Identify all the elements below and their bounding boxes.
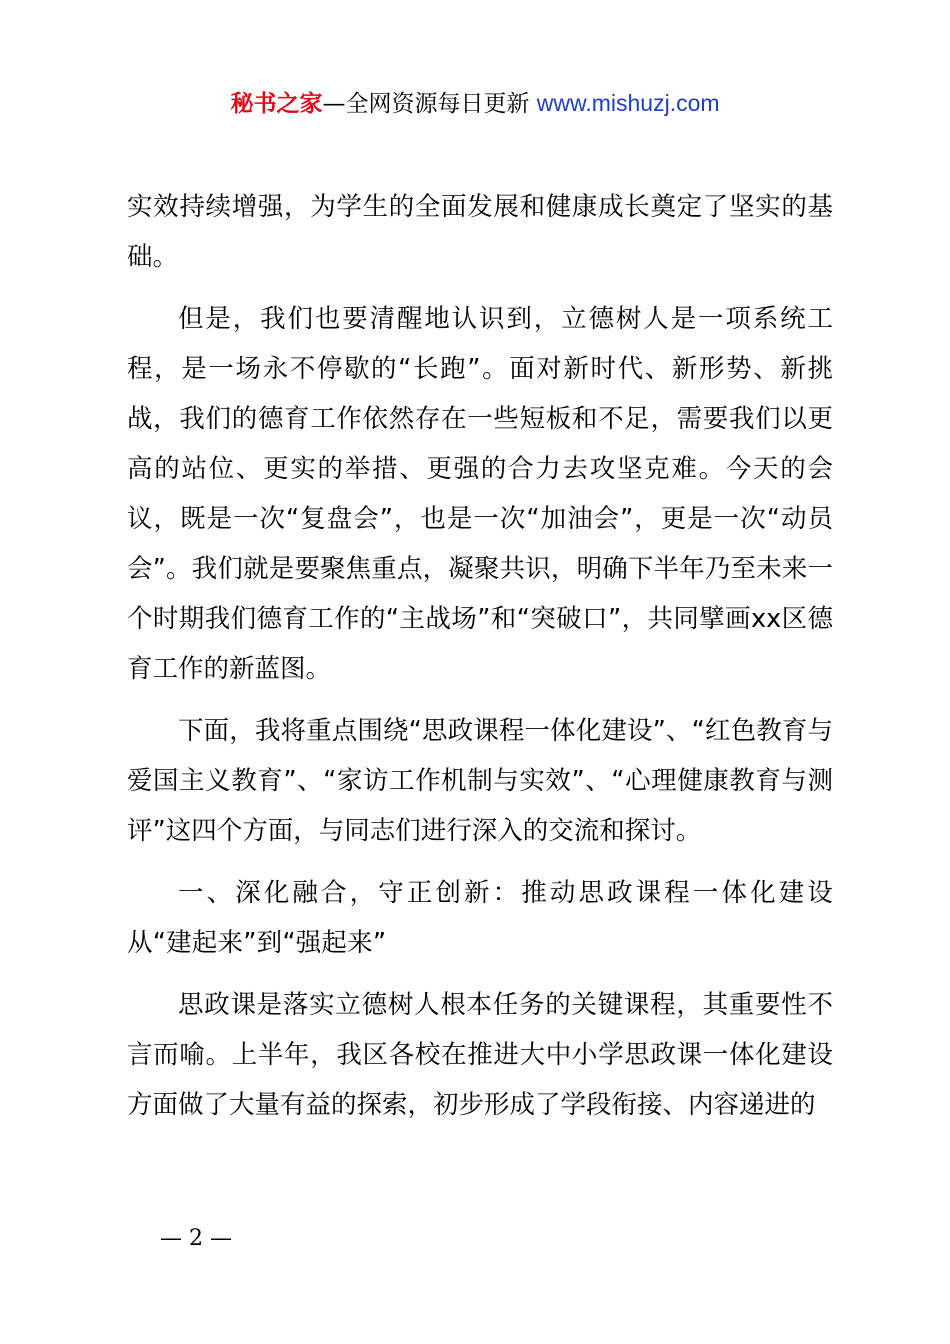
- paragraph-ideology-course: 思政课是落实立德树人根本任务的关键课程，其重要性不言而喻。上半年，我区各校在推进大中小学思政课一体化建设方面做了大量有益的探索，初步形成了学段衔接、内容递进的: [127, 990, 833, 1120]
- site-watermark-header: [0, 86, 950, 121]
- paragraph-agenda: 下面，我将重点围绕“思政课程一体化建设”、“红色教育与爱国主义教育”、“家访工作机制与实效”、“心理健康教育与测评”这四个方面，与同志们进行深入的交流和探讨。: [127, 716, 833, 846]
- section-heading-1: 一、深化融合，守正创新：推动思政课程一体化建设从“建起来”到“强起来”: [127, 878, 833, 958]
- document-body: [127, 182, 833, 1142]
- site-tagline: —全网资源每日更新: [322, 91, 537, 117]
- site-brand-name: 秘书之家: [230, 91, 323, 117]
- paragraph-continuation: 实效持续增强，为学生的全面发展和健康成长奠定了坚实的基础。: [127, 192, 833, 272]
- page-number: — 2 —: [160, 1226, 232, 1251]
- site-url: www.mishuzj.com: [536, 90, 720, 116]
- paragraph-challenges: 但是，我们也要清醒地认识到，立德树人是一项系统工程，是一场永不停歇的“长跑”。面对新时代、新形势、新挑战，我们的德育工作依然存在一些短板和不足，需要我们以更高的站位、更实的举措、更强的合力去攻坚克难。今天的会议，既是一次“复盘会”，也是一次“加油会”，更是一次“动员会”。我们就是要聚焦重点，凝聚共识，明确下半年乃至未来一个时期我们德育工作的“主战场”和“突破口”，共同擘画xx区德育工作的新蓝图。: [127, 304, 833, 684]
